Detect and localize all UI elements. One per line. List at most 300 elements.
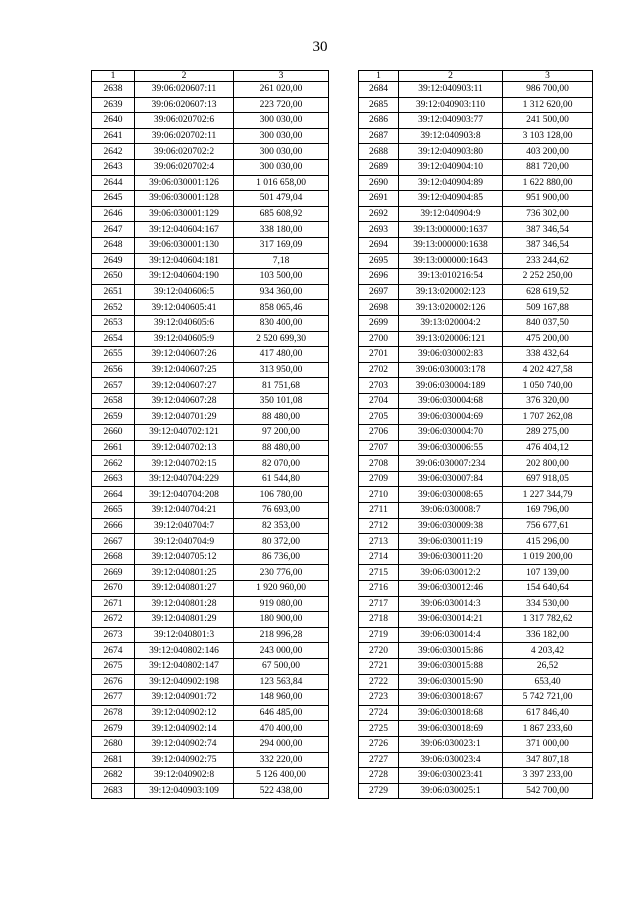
cadastral-value: 697 918,05 (503, 471, 593, 487)
row-number: 2668 (92, 549, 135, 565)
cadastral-number: 39:12:040904:10 (399, 159, 503, 175)
row-number: 2718 (359, 612, 399, 628)
table-row (92, 206, 329, 222)
table-row (92, 456, 329, 472)
cadastral-number: 39:13:010216:54 (399, 269, 503, 285)
cadastral-value: 61 544,80 (234, 471, 329, 487)
cadastral-value: 415 296,00 (503, 534, 593, 550)
cadastral-number: 39:06:030008:7 (399, 503, 503, 519)
cadastral-number: 39:13:000000:1643 (399, 253, 503, 269)
cadastral-number: 39:13:020002:126 (399, 300, 503, 316)
cadastral-value: 97 200,00 (234, 425, 329, 441)
table-row (92, 768, 329, 784)
row-number: 2655 (92, 347, 135, 363)
table-row (359, 752, 593, 768)
cadastral-number: 39:12:040904:89 (399, 175, 503, 191)
table-row (359, 269, 593, 285)
row-number: 2682 (92, 768, 135, 784)
table-row (359, 97, 593, 113)
cadastral-value: 522 438,00 (234, 783, 329, 799)
table-row (359, 503, 593, 519)
cadastral-number: 39:12:040702:121 (135, 425, 234, 441)
cadastral-value: 82 353,00 (234, 518, 329, 534)
cadastral-value: 218 996,28 (234, 627, 329, 643)
row-number: 2642 (92, 144, 135, 160)
cadastral-number: 39:12:040903:77 (399, 113, 503, 129)
row-number: 2681 (92, 752, 135, 768)
cadastral-number: 39:12:040607:26 (135, 347, 234, 363)
row-number: 2720 (359, 643, 399, 659)
cadastral-value: 1 312 620,00 (503, 97, 593, 113)
table-row (92, 425, 329, 441)
cadastral-value: 107 139,00 (503, 565, 593, 581)
cadastral-value: 951 900,00 (503, 191, 593, 207)
row-number: 2694 (359, 237, 399, 253)
cadastral-number: 39:12:040802:146 (135, 643, 234, 659)
cadastral-value: 230 776,00 (234, 565, 329, 581)
cadastral-value: 80 372,00 (234, 534, 329, 550)
cadastral-number: 39:06:020702:4 (135, 159, 234, 175)
column-header-1: 1 (92, 71, 135, 82)
row-number: 2725 (359, 721, 399, 737)
row-number: 2687 (359, 128, 399, 144)
table-row (92, 253, 329, 269)
cadastral-number: 39:12:040604:190 (135, 269, 234, 285)
page-number: 30 (312, 39, 328, 55)
cadastral-value: 986 700,00 (503, 82, 593, 98)
header-row (359, 71, 593, 82)
cadastral-value: 26,52 (503, 658, 593, 674)
row-number: 2729 (359, 783, 399, 799)
row-number: 2714 (359, 549, 399, 565)
table-row (92, 643, 329, 659)
cadastral-value: 294 000,00 (234, 736, 329, 752)
cadastral-value: 313 950,00 (234, 362, 329, 378)
cadastral-value: 646 485,00 (234, 705, 329, 721)
table-row (359, 721, 593, 737)
cadastral-number: 39:06:030012:2 (399, 565, 503, 581)
cadastral-number: 39:12:040802:147 (135, 658, 234, 674)
table-row (92, 690, 329, 706)
row-number: 2649 (92, 253, 135, 269)
cadastral-number: 39:12:040607:25 (135, 362, 234, 378)
table-row (92, 487, 329, 503)
column-header-2: 2 (399, 71, 503, 82)
cadastral-number: 39:12:040902:8 (135, 768, 234, 784)
cadastral-number: 39:06:030003:178 (399, 362, 503, 378)
table-row (359, 82, 593, 98)
table-row (92, 658, 329, 674)
cadastral-value: 1 707 262,08 (503, 409, 593, 425)
table-row (92, 191, 329, 207)
cadastral-value: 243 000,00 (234, 643, 329, 659)
cadastral-number: 39:12:040605:6 (135, 315, 234, 331)
table-row (359, 393, 593, 409)
row-number: 2660 (92, 425, 135, 441)
cadastral-value: 387 346,54 (503, 237, 593, 253)
row-number: 2704 (359, 393, 399, 409)
row-number: 2672 (92, 612, 135, 628)
cadastral-number: 39:06:030011:19 (399, 534, 503, 550)
cadastral-number: 39:13:020002:123 (399, 284, 503, 300)
table-row (92, 721, 329, 737)
row-number: 2705 (359, 409, 399, 425)
row-number: 2686 (359, 113, 399, 129)
cadastral-value: 653,40 (503, 674, 593, 690)
cadastral-value: 233 244,62 (503, 253, 593, 269)
row-number: 2641 (92, 128, 135, 144)
row-number: 2639 (92, 97, 135, 113)
table-row (359, 768, 593, 784)
table-row (359, 565, 593, 581)
cadastral-value: 332 220,00 (234, 752, 329, 768)
table-row (92, 409, 329, 425)
row-number: 2701 (359, 347, 399, 363)
row-number: 2652 (92, 300, 135, 316)
cadastral-number: 39:12:040901:72 (135, 690, 234, 706)
row-number: 2696 (359, 269, 399, 285)
cadastral-value: 336 182,00 (503, 627, 593, 643)
row-number: 2708 (359, 456, 399, 472)
cadastral-value: 858 065,46 (234, 300, 329, 316)
table-row (92, 565, 329, 581)
cadastral-number: 39:12:040607:27 (135, 378, 234, 394)
row-number: 2670 (92, 581, 135, 597)
row-number: 2665 (92, 503, 135, 519)
cadastral-number: 39:12:040702:13 (135, 440, 234, 456)
row-number: 2703 (359, 378, 399, 394)
cadastral-number: 39:13:000000:1637 (399, 222, 503, 238)
table-row (359, 128, 593, 144)
cadastral-number: 39:12:040902:75 (135, 752, 234, 768)
table-row (359, 409, 593, 425)
cadastral-value: 1 016 658,00 (234, 175, 329, 191)
row-number: 2693 (359, 222, 399, 238)
cadastral-value: 202 800,00 (503, 456, 593, 472)
table-row (359, 206, 593, 222)
cadastral-value: 4 203,42 (503, 643, 593, 659)
cadastral-value: 371 000,00 (503, 736, 593, 752)
cadastral-value: 881 720,00 (503, 159, 593, 175)
row-number: 2680 (92, 736, 135, 752)
cadastral-value: 1 019 200,00 (503, 549, 593, 565)
row-number: 2724 (359, 705, 399, 721)
row-number: 2709 (359, 471, 399, 487)
row-number: 2697 (359, 284, 399, 300)
row-number: 2643 (92, 159, 135, 175)
row-number: 2638 (92, 82, 135, 98)
cadastral-number: 39:12:040902:12 (135, 705, 234, 721)
row-number: 2663 (92, 471, 135, 487)
table-row (92, 752, 329, 768)
cadastral-number: 39:06:030004:70 (399, 425, 503, 441)
cadastral-value: 830 400,00 (234, 315, 329, 331)
cadastral-number: 39:06:030011:20 (399, 549, 503, 565)
cadastral-value: 82 070,00 (234, 456, 329, 472)
cadastral-number: 39:12:040903:109 (135, 783, 234, 799)
cadastral-number: 39:12:040903:110 (399, 97, 503, 113)
row-number: 2667 (92, 534, 135, 550)
cadastral-number: 39:12:040904:85 (399, 191, 503, 207)
cadastral-number: 39:06:030001:128 (135, 191, 234, 207)
row-number: 2702 (359, 362, 399, 378)
row-number: 2671 (92, 596, 135, 612)
cadastral-number: 39:06:030023:41 (399, 768, 503, 784)
cadastral-number: 39:12:040801:25 (135, 565, 234, 581)
cadastral-number: 39:06:030004:189 (399, 378, 503, 394)
cadastral-value: 88 480,00 (234, 440, 329, 456)
cadastral-value: 261 020,00 (234, 82, 329, 98)
table-row (92, 269, 329, 285)
cadastral-number: 39:12:040704:7 (135, 518, 234, 534)
cadastral-value: 347 807,18 (503, 752, 593, 768)
cadastral-value: 376 320,00 (503, 393, 593, 409)
cadastral-number: 39:06:030001:126 (135, 175, 234, 191)
table-row (92, 627, 329, 643)
table-row (359, 581, 593, 597)
column-header-3: 3 (234, 71, 329, 82)
row-number: 2715 (359, 565, 399, 581)
cadastral-value: 2 520 699,30 (234, 331, 329, 347)
row-number: 2707 (359, 440, 399, 456)
cadastral-number: 39:06:030007:84 (399, 471, 503, 487)
row-number: 2662 (92, 456, 135, 472)
table-row (92, 82, 329, 98)
row-number: 2678 (92, 705, 135, 721)
row-number: 2689 (359, 159, 399, 175)
table-row (359, 674, 593, 690)
cadastral-value: 289 275,00 (503, 425, 593, 441)
table-row (92, 128, 329, 144)
row-number: 2658 (92, 393, 135, 409)
table-row (359, 113, 593, 129)
cadastral-value: 154 640,64 (503, 581, 593, 597)
cadastral-value: 106 780,00 (234, 487, 329, 503)
table-row (359, 175, 593, 191)
cadastral-value: 148 960,00 (234, 690, 329, 706)
row-number: 2721 (359, 658, 399, 674)
cadastral-number: 39:12:040902:74 (135, 736, 234, 752)
cadastral-number: 39:06:030006:55 (399, 440, 503, 456)
row-number: 2676 (92, 674, 135, 690)
table-row (359, 144, 593, 160)
table-row (92, 315, 329, 331)
cadastral-number: 39:12:040801:3 (135, 627, 234, 643)
row-number: 2664 (92, 487, 135, 503)
cadastral-number: 39:13:000000:1638 (399, 237, 503, 253)
cadastral-number: 39:06:030009:38 (399, 518, 503, 534)
row-number: 2727 (359, 752, 399, 768)
table-row (359, 487, 593, 503)
table-row (92, 159, 329, 175)
cadastral-value: 1 622 880,00 (503, 175, 593, 191)
cadastral-value: 300 030,00 (234, 159, 329, 175)
row-number: 2640 (92, 113, 135, 129)
column-header-3: 3 (503, 71, 593, 82)
cadastral-value: 1 317 782,62 (503, 612, 593, 628)
cadastral-number: 39:12:040605:9 (135, 331, 234, 347)
table-row (92, 596, 329, 612)
cadastral-number: 39:12:040903:8 (399, 128, 503, 144)
cadastral-value: 1 920 960,00 (234, 581, 329, 597)
table-row (359, 315, 593, 331)
table-row (359, 518, 593, 534)
row-number: 2669 (92, 565, 135, 581)
table-row (359, 347, 593, 363)
cadastral-number: 39:06:020607:11 (135, 82, 234, 98)
cadastral-value: 736 302,00 (503, 206, 593, 222)
cadastral-number: 39:13:020006:121 (399, 331, 503, 347)
cadastral-value: 1 867 233,60 (503, 721, 593, 737)
table-row (359, 471, 593, 487)
cadastral-number: 39:06:030014:4 (399, 627, 503, 643)
table-row (92, 393, 329, 409)
column-header-2: 2 (135, 71, 234, 82)
table-row (92, 549, 329, 565)
row-number: 2706 (359, 425, 399, 441)
row-number: 2717 (359, 596, 399, 612)
row-number: 2674 (92, 643, 135, 659)
table-row (92, 300, 329, 316)
cadastral-value: 103 500,00 (234, 269, 329, 285)
cadastral-value: 470 400,00 (234, 721, 329, 737)
table-row (359, 159, 593, 175)
table-row (92, 518, 329, 534)
register-table-right (358, 70, 593, 799)
cadastral-value: 241 500,00 (503, 113, 593, 129)
cadastral-number: 39:12:040904:9 (399, 206, 503, 222)
row-number: 2685 (359, 97, 399, 113)
row-number: 2659 (92, 409, 135, 425)
row-number: 2657 (92, 378, 135, 394)
table-row (92, 471, 329, 487)
table-row (92, 736, 329, 752)
cadastral-value: 3 103 128,00 (503, 128, 593, 144)
table-row (359, 440, 593, 456)
row-number: 2683 (92, 783, 135, 799)
table-row (92, 284, 329, 300)
cadastral-value: 4 202 427,58 (503, 362, 593, 378)
table-row (92, 612, 329, 628)
row-number: 2716 (359, 581, 399, 597)
cadastral-value: 542 700,00 (503, 783, 593, 799)
cadastral-number: 39:06:030018:67 (399, 690, 503, 706)
row-number: 2690 (359, 175, 399, 191)
cadastral-value: 1 227 344,79 (503, 487, 593, 503)
cadastral-value: 88 480,00 (234, 409, 329, 425)
cadastral-number: 39:06:030004:69 (399, 409, 503, 425)
table-row (359, 237, 593, 253)
cadastral-value: 300 030,00 (234, 113, 329, 129)
cadastral-number: 39:06:030025:1 (399, 783, 503, 799)
cadastral-number: 39:12:040704:9 (135, 534, 234, 550)
cadastral-number: 39:06:030001:129 (135, 206, 234, 222)
table-row (92, 674, 329, 690)
cadastral-number: 39:12:040702:15 (135, 456, 234, 472)
cadastral-number: 39:06:020607:13 (135, 97, 234, 113)
cadastral-value: 417 480,00 (234, 347, 329, 363)
row-number: 2698 (359, 300, 399, 316)
row-number: 2728 (359, 768, 399, 784)
cadastral-value: 475 200,00 (503, 331, 593, 347)
cadastral-value: 317 169,09 (234, 237, 329, 253)
cadastral-number: 39:06:030023:1 (399, 736, 503, 752)
row-number: 2666 (92, 518, 135, 534)
cadastral-value: 685 608,92 (234, 206, 329, 222)
cadastral-value: 934 360,00 (234, 284, 329, 300)
cadastral-value: 334 530,00 (503, 596, 593, 612)
cadastral-number: 39:12:040704:208 (135, 487, 234, 503)
cadastral-number: 39:06:030008:65 (399, 487, 503, 503)
cadastral-number: 39:06:030018:68 (399, 705, 503, 721)
row-number: 2675 (92, 658, 135, 674)
table-row (92, 175, 329, 191)
cadastral-number: 39:06:030015:88 (399, 658, 503, 674)
table-row (359, 627, 593, 643)
table-row (92, 783, 329, 799)
cadastral-value: 300 030,00 (234, 128, 329, 144)
row-number: 2648 (92, 237, 135, 253)
row-number: 2653 (92, 315, 135, 331)
cadastral-number: 39:06:030002:83 (399, 347, 503, 363)
table-row (359, 643, 593, 659)
cadastral-number: 39:06:030023:4 (399, 752, 503, 768)
table-row (92, 347, 329, 363)
table-row (92, 222, 329, 238)
cadastral-value: 81 751,68 (234, 378, 329, 394)
cadastral-number: 39:06:020702:6 (135, 113, 234, 129)
table-row (359, 534, 593, 550)
cadastral-value: 7,18 (234, 253, 329, 269)
cadastral-value: 617 846,40 (503, 705, 593, 721)
table-row (92, 503, 329, 519)
cadastral-value: 509 167,88 (503, 300, 593, 316)
cadastral-value: 501 479,04 (234, 191, 329, 207)
cadastral-number: 39:06:030015:90 (399, 674, 503, 690)
cadastral-number: 39:12:040604:181 (135, 253, 234, 269)
cadastral-value: 476 404,12 (503, 440, 593, 456)
cadastral-value: 403 200,00 (503, 144, 593, 160)
table-row (92, 440, 329, 456)
cadastral-value: 756 677,61 (503, 518, 593, 534)
table-row (359, 300, 593, 316)
table-row (359, 284, 593, 300)
table-row (92, 705, 329, 721)
cadastral-value: 919 080,00 (234, 596, 329, 612)
row-number: 2710 (359, 487, 399, 503)
cadastral-value: 338 432,64 (503, 347, 593, 363)
cadastral-number: 39:06:030007:234 (399, 456, 503, 472)
table-row (359, 425, 593, 441)
header-row (92, 71, 329, 82)
row-number: 2726 (359, 736, 399, 752)
cadastral-number: 39:13:020004:2 (399, 315, 503, 331)
table-row (359, 378, 593, 394)
row-number: 2699 (359, 315, 399, 331)
table-row (359, 596, 593, 612)
cadastral-number: 39:06:030014:21 (399, 612, 503, 628)
row-number: 2647 (92, 222, 135, 238)
row-number: 2677 (92, 690, 135, 706)
cadastral-number: 39:12:040705:12 (135, 549, 234, 565)
table-row (92, 581, 329, 597)
cadastral-value: 123 563,84 (234, 674, 329, 690)
row-number: 2722 (359, 674, 399, 690)
cadastral-number: 39:12:040607:28 (135, 393, 234, 409)
table-row (92, 362, 329, 378)
table-row (359, 222, 593, 238)
register-table-left (91, 70, 329, 799)
